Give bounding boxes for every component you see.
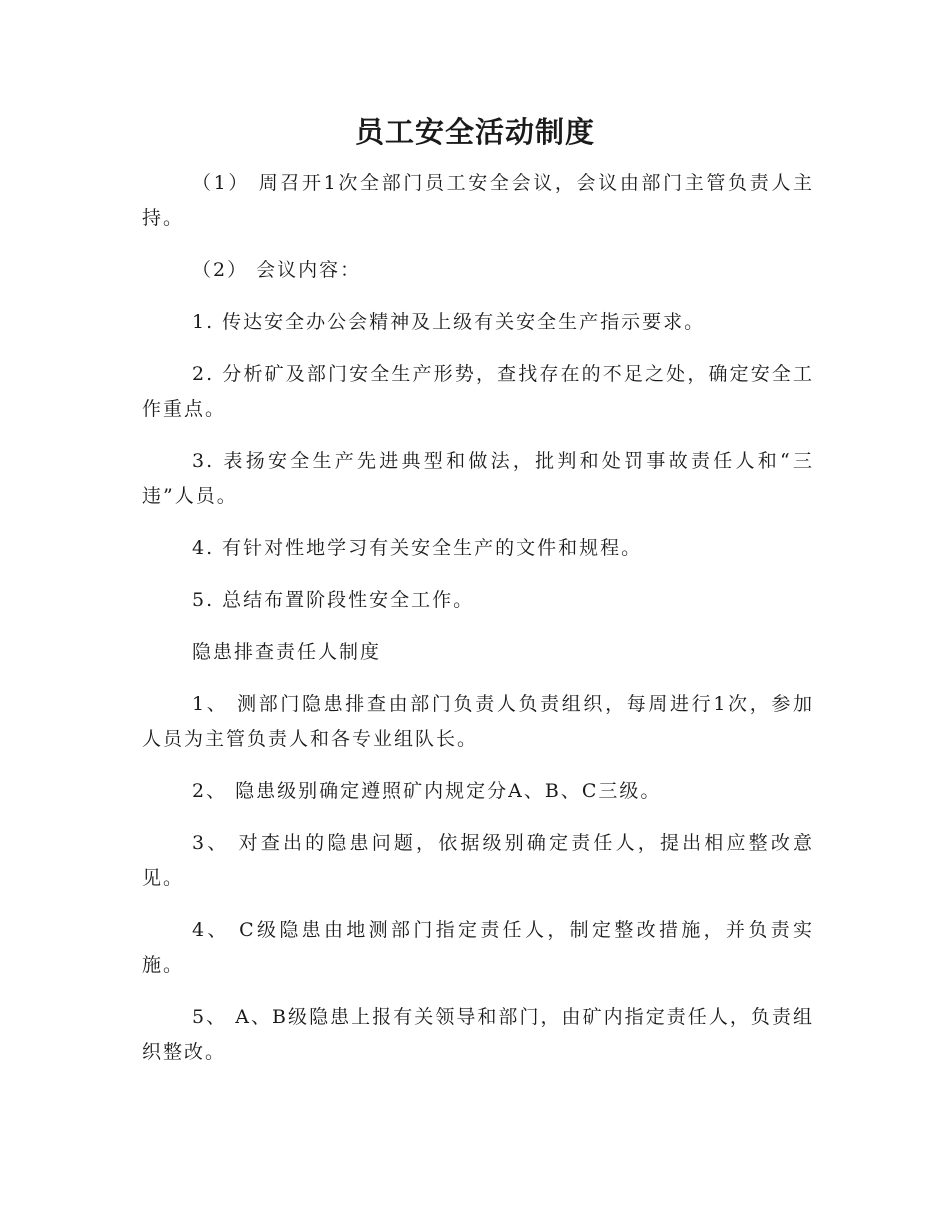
document-body	[142, 166, 814, 1087]
paragraph-hazard-4: 4、 C级隐患由地测部门指定责任人，制定整改措施，并负责实施。	[142, 919, 814, 976]
paragraph-item-4: 4. 有针对性地学习有关安全生产的文件和规程。	[192, 537, 643, 559]
document-title: 员工安全活动制度	[354, 115, 595, 149]
paragraph-hazard-5: 5、 A、B级隐患上报有关领导和部门，由矿内指定责任人，负责组织整改。	[142, 1006, 814, 1063]
paragraph-meeting-content-heading: （2） 会议内容：	[192, 259, 362, 281]
paragraph-item-3: 3. 表扬安全生产先进典型和做法，批判和处罚事故责任人和“三违”人员。	[142, 450, 814, 507]
paragraph-item-5: 5. 总结布置阶段性安全工作。	[192, 589, 475, 611]
paragraph-hazard-2: 2、 隐患级别确定遵照矿内规定分A、B、C三级。	[192, 780, 662, 802]
paragraph-hazard-3: 3、 对查出的隐患问题，依据级别确定责任人，提出相应整改意见。	[142, 832, 814, 889]
paragraph-item-2: 2. 分析矿及部门安全生产形势，查找存在的不足之处，确定安全工作重点。	[142, 363, 814, 420]
paragraph-hazard-1: 1、 测部门隐患排查由部门负责人负责组织，每周进行1次，参加人员为主管负责人和各专业组队长。	[142, 693, 814, 750]
section-heading-hazard-responsibility: 隐患排查责任人制度	[192, 641, 382, 663]
paragraph-meeting-frequency: （1） 周召开1次全部门员工安全会议，会议由部门主管负责人主持。	[142, 172, 814, 229]
paragraph-item-1: 1. 传达安全办公会精神及上级有关安全生产指示要求。	[192, 311, 706, 333]
